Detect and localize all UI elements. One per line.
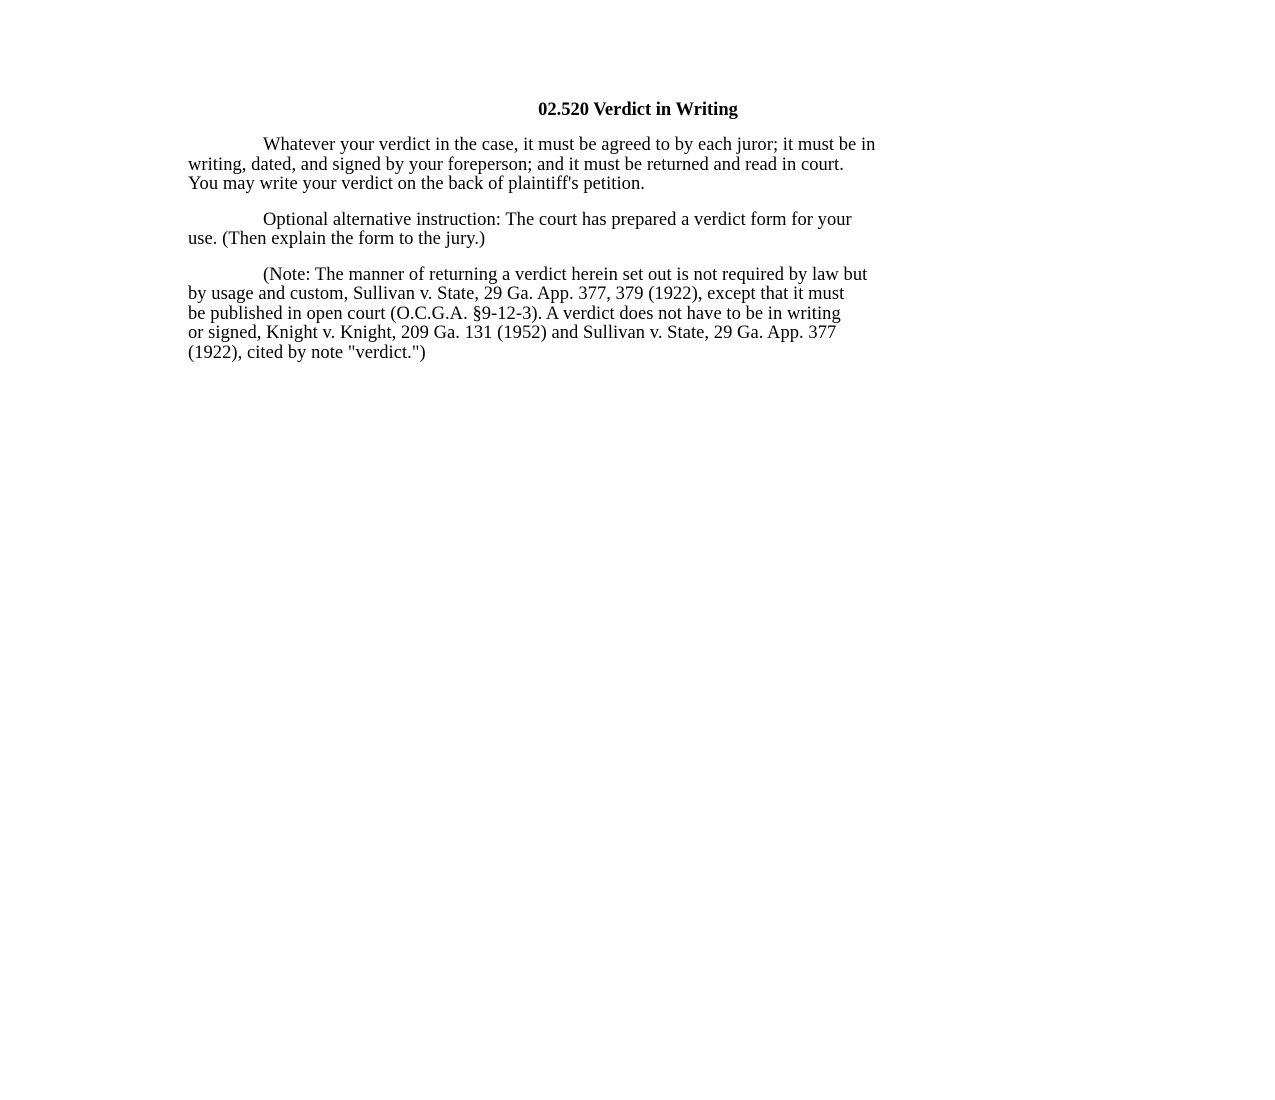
paragraph-line: Whatever your verdict in the case, it must be agreed to by each juror; it must be in <box>263 135 876 155</box>
paragraph-line: Optional alternative instruction: The court has prepared a verdict form for your <box>263 209 852 230</box>
paragraph-line: or signed, Knight v. Knight, 209 Ga. 131 (1952) and Sullivan v. State, 29 Ga. App. 377 <box>188 323 837 343</box>
paragraph-line: You may write your verdict on the back of plaintiff's petition. <box>188 174 645 194</box>
paragraph-verdict-requirements <box>188 136 1088 195</box>
paragraph-line: by usage and custom, Sullivan v. State, 29 Ga. App. 377, 379 (1922), except that it must <box>188 284 845 304</box>
paragraph-line: be published in open court (O.C.G.A. §9-12-3). A verdict does not have to be in writing <box>188 303 841 324</box>
paragraph-line: writing, dated, and signed by your foreperson; and it must be returned and read in court. <box>188 154 844 175</box>
document-page <box>188 98 1088 379</box>
paragraph-line: use. (Then explain the form to the jury.) <box>188 229 486 249</box>
paragraph-line: (Note: The manner of returning a verdict herein set out is not required by law but <box>263 264 868 285</box>
paragraph-line: (1922), cited by note "verdict.") <box>188 342 426 363</box>
paragraph-optional-instruction <box>188 211 1088 250</box>
paragraph-note <box>188 266 1088 364</box>
page-title: 02.520 Verdict in Writing <box>538 100 738 120</box>
